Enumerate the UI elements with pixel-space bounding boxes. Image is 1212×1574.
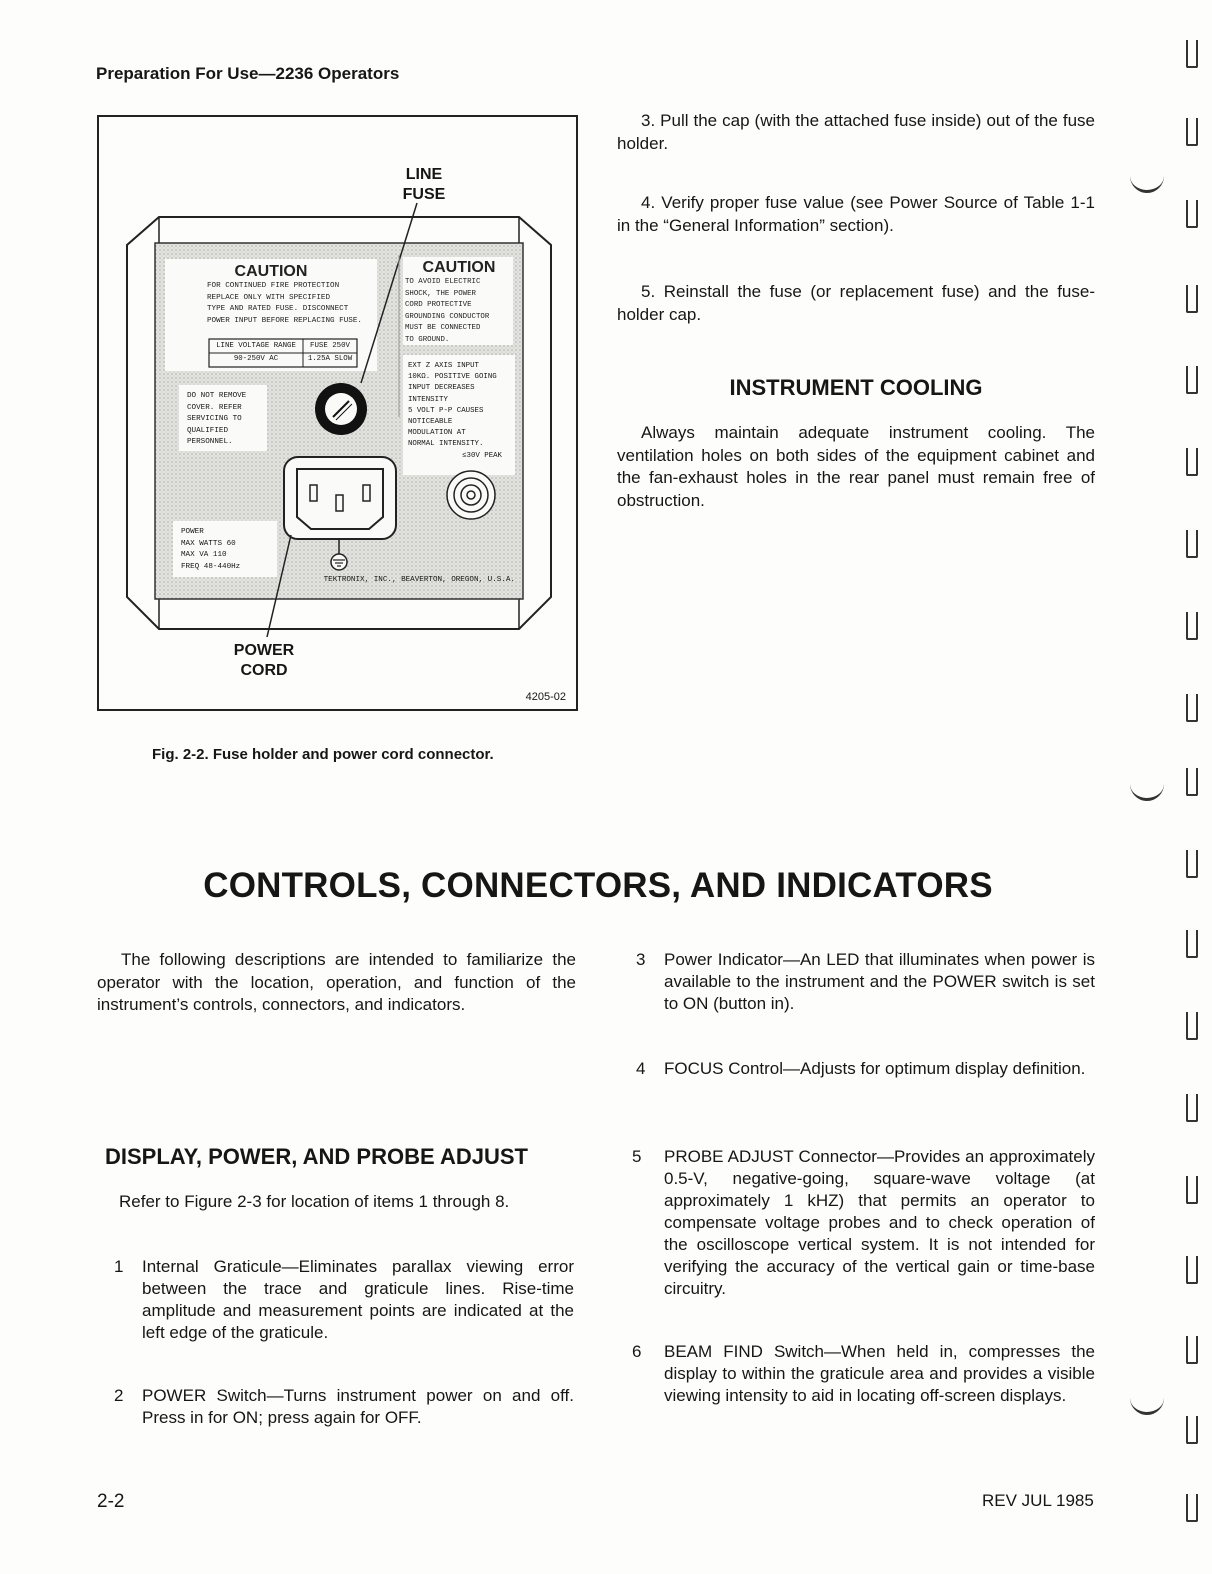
controls-heading: CONTROLS, CONNECTORS, AND INDICATORS (203, 866, 993, 905)
item-text: POWER Switch—Turns instrument power on and off. Press in for ON; press again for OFF. (142, 1386, 574, 1427)
display-power-probe-heading: DISPLAY, POWER, AND PROBE ADJUST (105, 1144, 528, 1169)
caution-right-text: CAUTION TO AVOID ELECTRIC SHOCK, THE POWER CORD PROTECTIVE GROUNDING CONDUCTOR MUST BE CONNECTED TO GROUND. (405, 259, 496, 344)
item-number: 4 (636, 1059, 646, 1078)
list-item (114, 1256, 574, 1344)
zaxis-text: EXT Z AXIS INPUT 10KΩ. POSITIVE GOING INPUT DECREASES INTENSITY 5 VOLT P-P CAUSES NOTICEABLE MODULATION AT NORMAL INTENSITY. ≤30V PEAK (408, 362, 502, 460)
step-5: 5. Reinstall the fuse (or replacement fuse) and the fuse-holder cap. (617, 282, 1095, 324)
list-item (114, 1385, 574, 1429)
instrument-cooling-text: Always maintain adequate instrument cooling. The ventilation holes on both sides of the equipment cabinet and the fan-exhaust holes in the rear panel must remain free of obstruction. (617, 423, 1095, 510)
running-header: Preparation For Use—2236 Operators (96, 64, 400, 83)
revision-date: REV JUL 1985 (982, 1491, 1094, 1510)
refer-figure-text: Refer to Figure 2-3 for location of items 1 through 8. (119, 1192, 510, 1211)
fuse-rating-table: LINE VOLTAGE RANGE FUSE 250V 90-250V AC 1.25A SLOW (216, 342, 353, 363)
item-number: 3 (636, 950, 646, 969)
caution-left-text: CAUTION FOR CONTINUED FIRE PROTECTION REPLACE ONLY WITH SPECIFIED TYPE AND RATED FUSE. DISCONNECT POWER INPUT BEFORE REPLACING FUSE. (207, 263, 362, 325)
line-fuse-label: LINE FUSE (402, 166, 446, 203)
item-number: 1 (114, 1257, 124, 1276)
ground-symbol (331, 554, 347, 570)
item-number: 2 (114, 1386, 124, 1405)
item-text: BEAM FIND Switch—When held in, compresses the display to within the graticule area and provides a visible viewing intensity to aid in locating off-screen displays. (664, 1342, 1095, 1405)
list-item (632, 1341, 1095, 1429)
item-text: Power Indicator—An LED that illuminates when power is available to the instrument and the POWER switch is set to ON (button in). (664, 950, 1095, 1013)
list-item (636, 1058, 1095, 1102)
manufacturer-text: TEKTRONIX, INC., BEAVERTON, OREGON, U.S.A. (323, 576, 515, 584)
step-3: 3. Pull the cap (with the attached fuse inside) out of the fuse holder. (617, 111, 1095, 153)
figure-fuse-holder (97, 115, 578, 711)
item-text: Internal Graticule—Eliminates parallax viewing error between the trace and graticule lines. Rise-time amplitude and measurement points are indicated at the left edge of the graticule. (142, 1257, 574, 1342)
service-text: DO NOT REMOVE COVER. REFER SERVICING TO QUALIFIED PERSONNEL. (187, 392, 247, 446)
item-text: PROBE ADJUST Connector—Provides an approximately 0.5-V, negative-going, square-wave voltage (at approximately 1 kHZ) that permits an operator to compensate voltage probes and to check operation of the oscilloscope vertical system. It is not intended for verifying the accuracy of the vertical gain or time-base circuitry. (664, 1147, 1095, 1298)
item-text: FOCUS Control—Adjusts for optimum display definition. (664, 1059, 1086, 1078)
item-number: 6 (632, 1342, 642, 1361)
figure-code: 4205-02 (525, 691, 566, 703)
list-item (636, 949, 1095, 1015)
list-item (632, 1146, 1095, 1300)
controls-intro: The following descriptions are intended to familiarize the operator with the location, operation, and function of the instrument’s controls, connectors, and indicators. (97, 950, 576, 1014)
figure-caption: Fig. 2-2. Fuse holder and power cord connector. (152, 746, 494, 763)
item-number: 5 (632, 1147, 642, 1166)
step-4: 4. Verify proper fuse value (see Power Source of Table 1-1 in the “General Information” section). (617, 193, 1095, 235)
page-number: 2-2 (97, 1491, 125, 1512)
instrument-cooling-heading: INSTRUMENT COOLING (729, 375, 983, 400)
power-cord-label: POWER CORD (233, 642, 295, 679)
power-rating-text: POWER MAX WATTS 60 MAX VA 110 FREQ 48-440Hz (181, 528, 241, 571)
